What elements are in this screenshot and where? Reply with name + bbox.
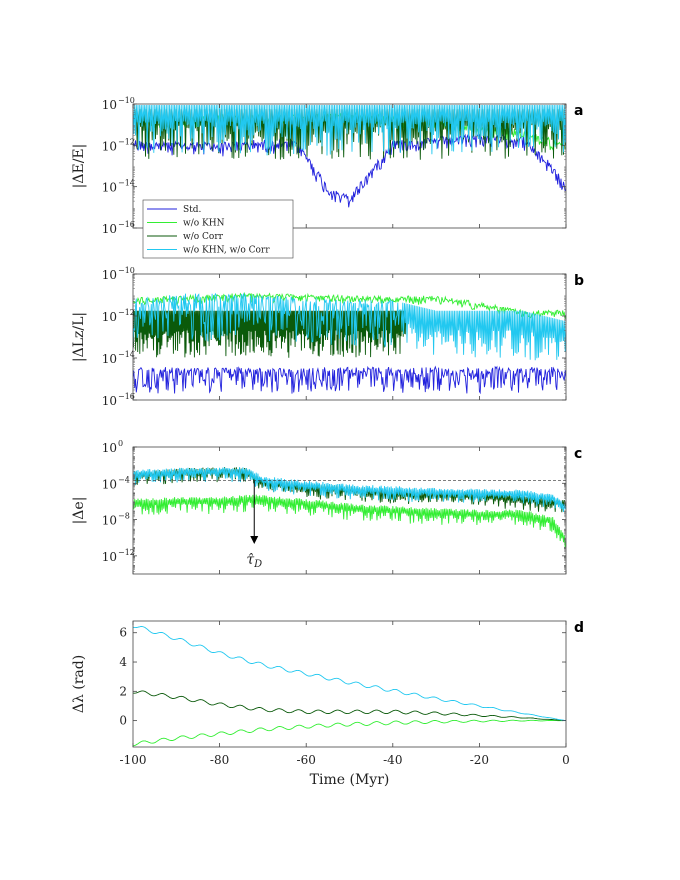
ytick-exponent: −10 [118,266,135,275]
legend-entry: w/o KHN [183,218,225,229]
ytick-label: 10 [101,352,117,366]
ytick-exponent: −16 [118,392,135,401]
y-axis-label: Δλ (rad) [71,654,87,714]
ytick-label: 10 [101,310,117,324]
plot-area [133,105,566,207]
plot-area [133,627,566,746]
series-w-o-corr [133,691,566,721]
legend-entry: w/o KHN, w/o Corr [183,245,270,256]
xtick-label: -100 [119,753,147,767]
ytick-label: 10 [101,180,117,195]
ytick-label: 10 [101,394,117,408]
ytick-label: 0 [119,713,127,728]
ytick-label: 2 [119,684,127,699]
ytick-label: 10 [101,222,117,236]
ytick-exponent: −14 [118,178,135,188]
ytick-label: 10 [101,139,117,154]
ytick-exponent: −8 [118,511,130,521]
ytick-label: 10 [101,98,117,112]
xtick-label: -60 [296,753,316,767]
ytick-label: 10 [101,477,117,492]
series-w-o-khn [133,720,566,746]
panel-letter: b [574,273,585,289]
ytick-label: 4 [119,655,127,670]
legend-entry: w/o Corr [183,232,223,242]
series-std- [133,367,566,394]
ytick-label: 10 [101,268,117,282]
panel-letter: c [574,446,583,462]
ytick-exponent: −10 [118,96,135,105]
y-axis-label: |Δe| [71,496,87,525]
panel-a [71,96,583,258]
x-axis-label: Time (Myr) [309,772,390,788]
ytick-exponent: −4 [118,475,130,485]
xtick-label: 0 [562,753,570,767]
panel-c [71,439,582,574]
ytick-exponent: −12 [118,137,135,147]
ytick-label: 6 [119,625,127,640]
ytick-exponent: −14 [118,350,135,359]
plot-area [133,293,566,393]
ytick-label: 10 [101,549,117,564]
legend [143,200,293,258]
ytick-exponent: 0 [118,439,124,448]
xtick-label: -40 [383,753,403,767]
ytick-label: 10 [101,513,117,528]
panel-letter: d [574,620,585,636]
xtick-label: -80 [209,753,230,767]
ytick-exponent: −16 [118,220,135,229]
annotation-label: $\taû_D$ [246,552,263,570]
series-std- [133,135,566,208]
legend-entry: Std. [183,205,202,215]
panel-d [71,620,584,788]
ytick-exponent: −12 [118,308,135,317]
y-axis-label: |ΔLz/L| [71,311,87,363]
ytick-exponent: −12 [118,547,135,557]
xtick-label: -20 [469,753,490,767]
ytick-label: 10 [101,441,117,455]
panel-letter: a [574,103,584,119]
annotation-arrow-head [250,536,258,544]
series-w-o-khn [133,495,566,549]
series-w-o-khn-w-o-corr [133,627,566,721]
plot-area [133,467,566,548]
panel-b [71,266,584,408]
y-axis-label: |ΔE/E| [71,143,87,189]
